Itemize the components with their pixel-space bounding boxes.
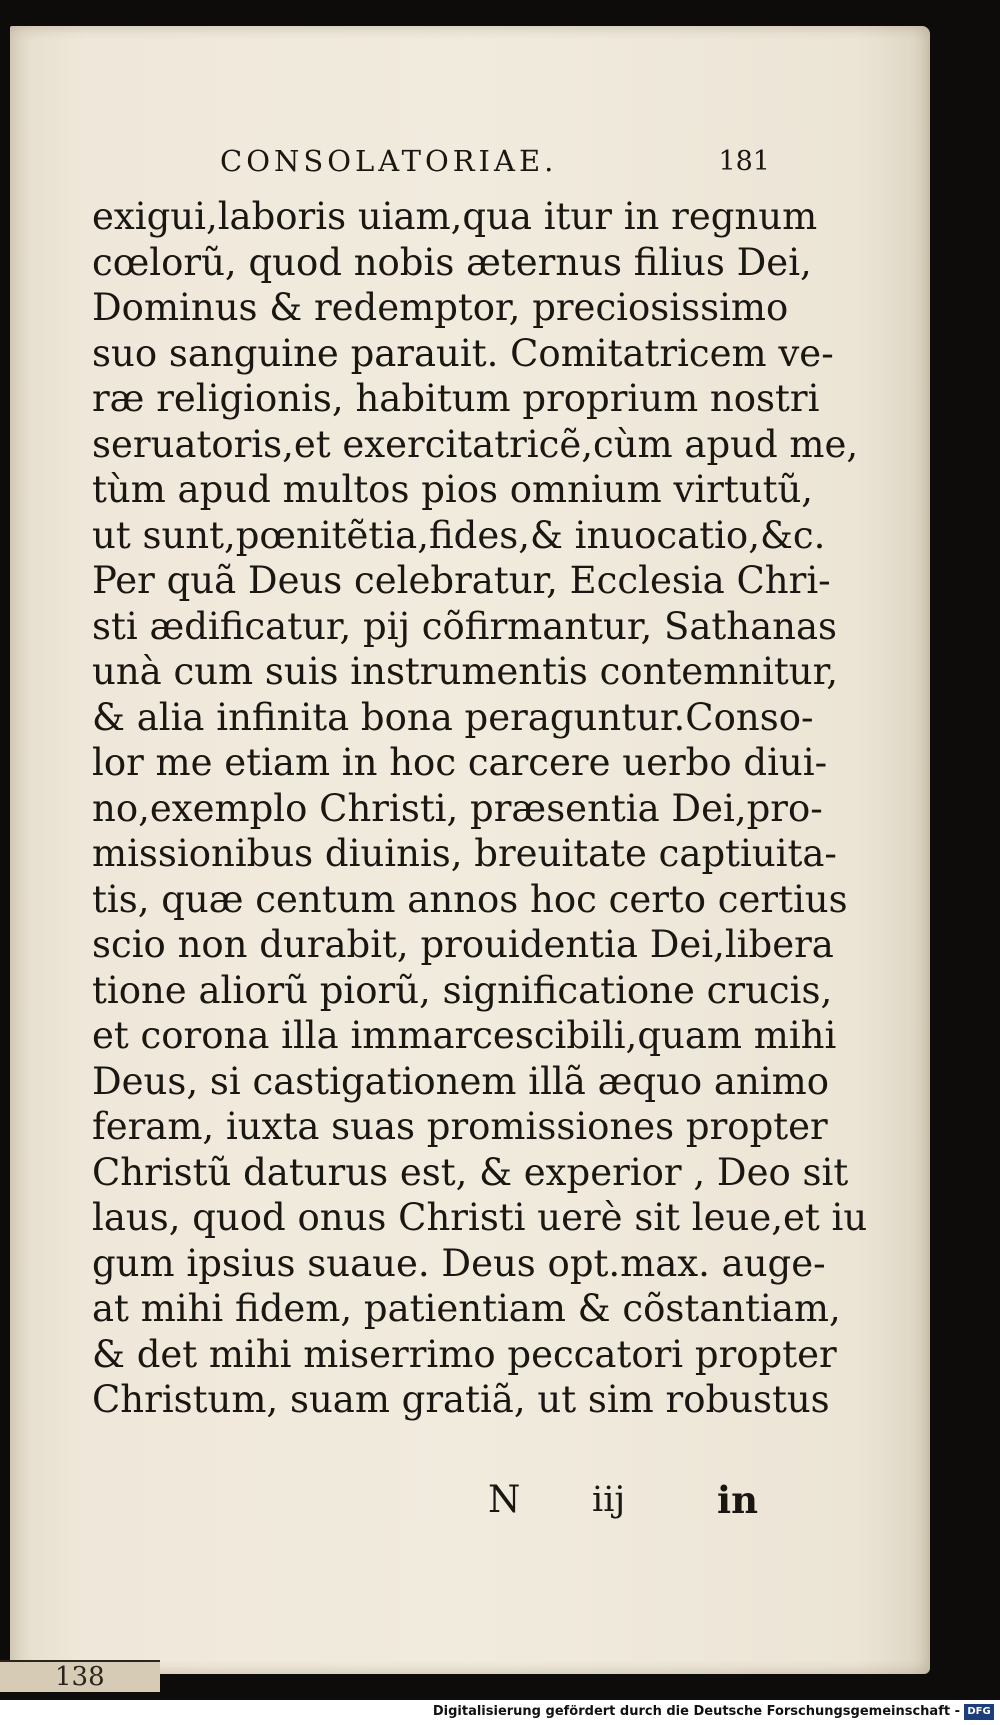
footer-bar — [0, 1700, 1000, 1725]
text-line: Christũ daturus est, & experior , Deo sit — [92, 1150, 849, 1194]
text-line: lor me etiam in hoc carcere uerbo diui- — [92, 741, 828, 784]
text-line: suo sanguine parauit. Comitatricem ve- — [92, 331, 834, 375]
text-line: no,exemplo Christi, præsentia Dei,pro- — [92, 786, 823, 830]
text-line: Deus, si castigationem illã æquo animo — [92, 1059, 829, 1103]
text-line: laus, quod onus Christi uerè sit leue,et iu — [92, 1196, 868, 1239]
text-line: sti ædificatur, pij cõfirmantur, Sathanas — [92, 604, 838, 648]
catchline — [480, 1478, 760, 1528]
body-text — [92, 194, 868, 1423]
text-line: Per quã Deus celebratur, Ecclesia Chri- — [92, 559, 831, 602]
catchword: in — [717, 1478, 758, 1522]
text-line: gum ipsius suaue. Deus opt.max. auge- — [92, 1241, 826, 1285]
running-head-title: CONSOLATORIAE. — [220, 144, 558, 178]
signature-number: iij — [592, 1480, 626, 1520]
text-line: missionibus diuinis, breuitate captiuita- — [92, 832, 837, 875]
text-line: tùm apud multos pios omnium virtutũ, — [92, 468, 814, 511]
text-line: cœlorũ, quod nobis æternus filius Dei, — [92, 240, 812, 284]
scrap-number: 138 — [55, 1662, 105, 1692]
text-line: feram, iuxta suas promissiones propter — [92, 1105, 828, 1148]
text-line: et corona illa immarcescibili,quam mihi — [92, 1014, 837, 1057]
text-line: unà cum suis instrumentis contemnitur, — [92, 650, 838, 693]
funding-credit: Digitalisierung gefördert durch die Deutsche Forschungsgemeinschaft - — [432, 1704, 960, 1719]
running-head — [210, 138, 770, 188]
text-line: exigui,laboris uiam,qua itur in regnum — [92, 195, 818, 238]
folio-number: 181 — [718, 146, 770, 177]
text-line: tione aliorũ piorũ, significatione crucis, — [92, 968, 833, 1012]
signature-mark: N — [488, 1478, 521, 1521]
text-line: & alia infinita bona peraguntur.Conso- — [92, 695, 814, 739]
text-line: ut sunt,pœnitẽtia,fides,& inuocatio,&c. — [92, 513, 826, 557]
text-line: at mihi fidem, patientiam & cõstantiam, — [92, 1287, 841, 1330]
text-line: ræ religionis, habitum proprium nostri — [92, 377, 820, 420]
dfg-logo-icon: DFG — [964, 1704, 994, 1720]
text-line: seruatoris,et exercitatricẽ,cùm apud me, — [92, 422, 859, 466]
text-line: tis, quæ centum annos hoc certo certius — [92, 877, 848, 921]
text-line: Christum, suam gratiã, ut sim robustus — [92, 1378, 830, 1421]
text-line: & det mihi miserrimo peccatori propter — [92, 1332, 837, 1376]
text-line: scio non durabit, prouidentia Dei,libera — [92, 923, 834, 966]
page-edge-scrap — [0, 1660, 160, 1692]
book-page — [10, 26, 930, 1674]
text-line: Dominus & redemptor, preciosissimo — [92, 286, 789, 329]
